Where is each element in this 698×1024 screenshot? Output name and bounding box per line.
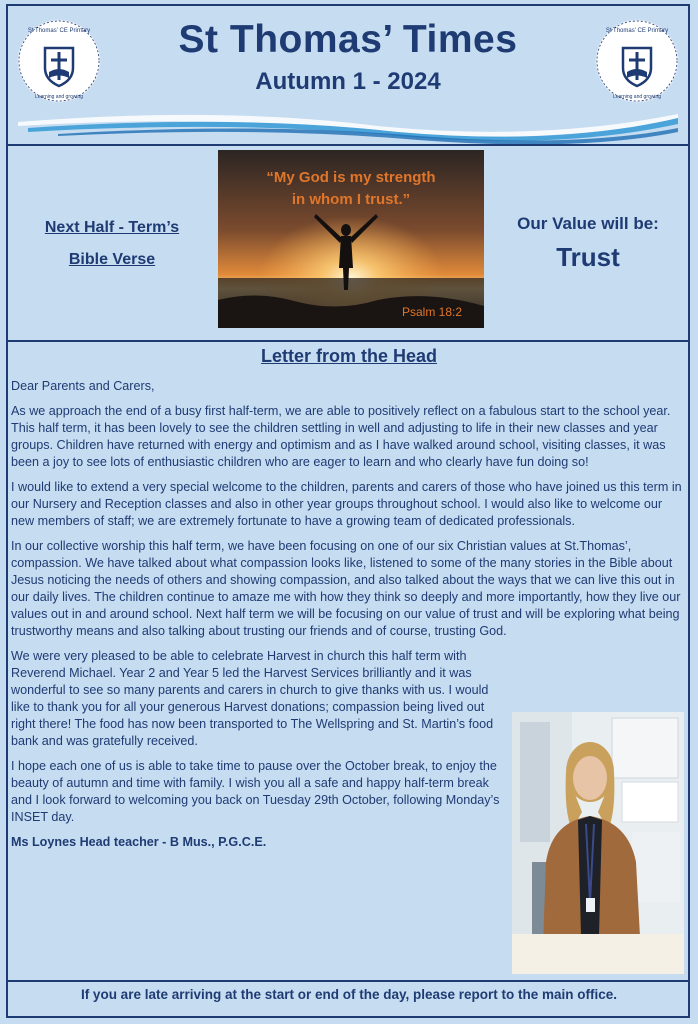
letter-paragraph: We were very pleased to be able to celebrate Harvest in church this half term with Reverend Michael. Year 2 and Year 5 led the Harvest Services brilliantly and it was wonderful to see so many parents and carers in church to give thanks with us. I would like to thank you for all your generous Harvest donations; compassion being lived out right there! The food has now been transported to The Wellspring and St. Martin’s food bank and was gratefully received. bbox=[11, 649, 494, 748]
letter-heading: Letter from the Head bbox=[260, 346, 438, 366]
newsletter-title: St Thomas’ Times bbox=[178, 18, 518, 61]
bible-verse-label-line2: Bible Verse bbox=[68, 251, 156, 268]
letter-salutation: Dear Parents and Carers, bbox=[11, 379, 155, 393]
value-label: Our Value will be: bbox=[517, 214, 659, 233]
svg-text:St Thomas’ CE Primary: St Thomas’ CE Primary bbox=[605, 28, 669, 34]
value-word: Trust bbox=[556, 242, 620, 272]
verse-reference: Psalm 18:2 bbox=[401, 305, 463, 319]
newsletter-subtitle: Autumn 1 - 2024 bbox=[255, 68, 441, 95]
svg-text:Learning and growing: Learning and growing bbox=[34, 94, 84, 100]
late-arrival-notice: If you are late arriving at the start or end of the day, please report to the main office. bbox=[80, 987, 618, 1002]
letter-paragraph: As we approach the end of a busy first half-term, we are able to positively reflect on a fabulous start to the school year. This half term, it has been lovely to see the children settling in well and adjusting to life in their new classes and year groups. Children have returned with energy and optimism and as I have walked around school, visiting classes, it was been a joy to see lots of enthusiastic children who are eager to learn and who clearly have fun doing so! bbox=[11, 404, 671, 469]
letter-paragraph: In our collective worship this half term, we have been focusing on one of our six Christian values at St.Thomas’, compassion. We have talked about what compassion looks like, listened to some of the many stories in the Bible about Jesus noticing the needs of others and showing compassion, and also talked about the ways that we can live this out in our daily lives. The children continue to amaze me with how they think so deeply and more importantly, how they live our values out in and around school. Next half term we will be focusing on our value of trust and will be exploring what being trustworthy means and also talking about trusting our friends and of course, trusting God. bbox=[11, 539, 681, 638]
svg-text:St Thomas’ CE Primary: St Thomas’ CE Primary bbox=[27, 28, 91, 34]
verse-quote-line2: in whom I trust.” bbox=[291, 191, 411, 208]
letter-signoff: Ms Loynes Head teacher - B Mus., P.G.C.E. bbox=[11, 835, 267, 849]
letter-paragraph: I would like to extend a very special welcome to the children, parents and carers of those who have joined us this term in our Nursery and Reception classes and also in other year groups throughout school. I would also like to welcome our new members of staff; we are extremely fortunate to have a growing team of dedicated professionals. bbox=[11, 480, 682, 528]
svg-text:Learning and growing: Learning and growing bbox=[612, 94, 662, 100]
letter-paragraph: I hope each one of us is able to take time to pause over the October break, to enjoy the beauty of autumn and time with family. I wish you all a safe and happy half-term break and I look forward to welcoming you back on Tuesday 29th October, following Monday’s INSET day. bbox=[11, 759, 500, 824]
bible-verse-label-line1: Next Half - Term’s bbox=[44, 219, 180, 236]
verse-quote-line1: “My God is my strength bbox=[266, 169, 436, 186]
page-border bbox=[6, 4, 690, 1018]
